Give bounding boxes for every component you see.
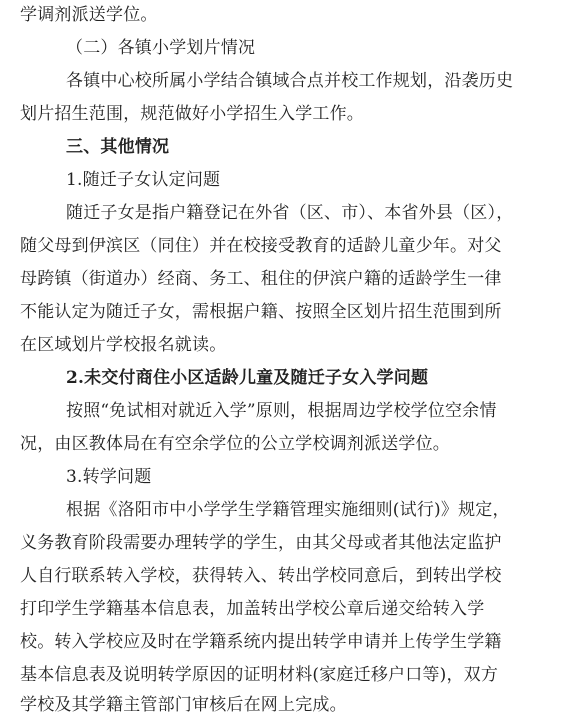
text-line: 随迁子女是指户籍登记在外省（区、市）、本省外县（区）， bbox=[66, 203, 514, 223]
text-line: 学校及其学籍主管部门审核后在网上完成。 bbox=[20, 695, 347, 715]
text-line: 母跨镇（街道办）经商、务工、租住的伊滨户籍的适龄学生一律 bbox=[20, 269, 502, 289]
text-line: 根据《洛阳市中小学学生学籍管理实施细则(试行)》规定， bbox=[66, 500, 510, 520]
section-heading: 三、其他情况 bbox=[66, 137, 170, 157]
text-line: 学调剂派送学位。 bbox=[20, 5, 158, 25]
text-line: 各镇中心校所属小学结合镇域合点并校工作规划，沿袭历史 bbox=[66, 71, 514, 91]
text-line: 打印学生学籍基本信息表，加盖转出学校公章后递交给转入学 bbox=[20, 599, 485, 619]
subsection-heading: 1.随迁子女认定问题 bbox=[66, 170, 221, 190]
text-line: 基本信息表及说明转学原因的证明材料(家庭迁移户口等)，双方 bbox=[20, 665, 499, 685]
text-line: 不能认定为随迁子女，需根据户籍、按照全区划片招生范围到所 bbox=[20, 302, 502, 322]
text-line: 划片招生范围，规范做好小学招生入学工作。 bbox=[20, 104, 364, 124]
text-line: 义务教育阶段需要办理转学的学生，由其父母或者其他法定监护 bbox=[20, 533, 502, 553]
section-heading: （二）各镇小学划片情况 bbox=[66, 38, 256, 58]
subsection-heading: 2.未交付商住小区适龄儿童及随迁子女入学问题 bbox=[66, 368, 429, 388]
text-line: 况，由区教体局在有空余学位的公立学校调剂派送学位。 bbox=[20, 434, 450, 454]
text-line: 人自行联系转入学校，获得转入、转出学校同意后，到转出学校 bbox=[20, 566, 502, 586]
text-line: 按照“免试相对就近入学”原则，根据周边学校学位空余情 bbox=[66, 401, 497, 421]
text-line: 在区域划片学校报名就读。 bbox=[20, 335, 227, 355]
text-line: 校。转入学校应及时在学籍系统内提出转学申请并上传学生学籍 bbox=[20, 632, 502, 652]
text-line: 随父母到伊滨区（同住）并在校接受教育的适龄儿童少年。对父 bbox=[20, 236, 502, 256]
subsection-heading: 3.转学问题 bbox=[66, 467, 152, 487]
